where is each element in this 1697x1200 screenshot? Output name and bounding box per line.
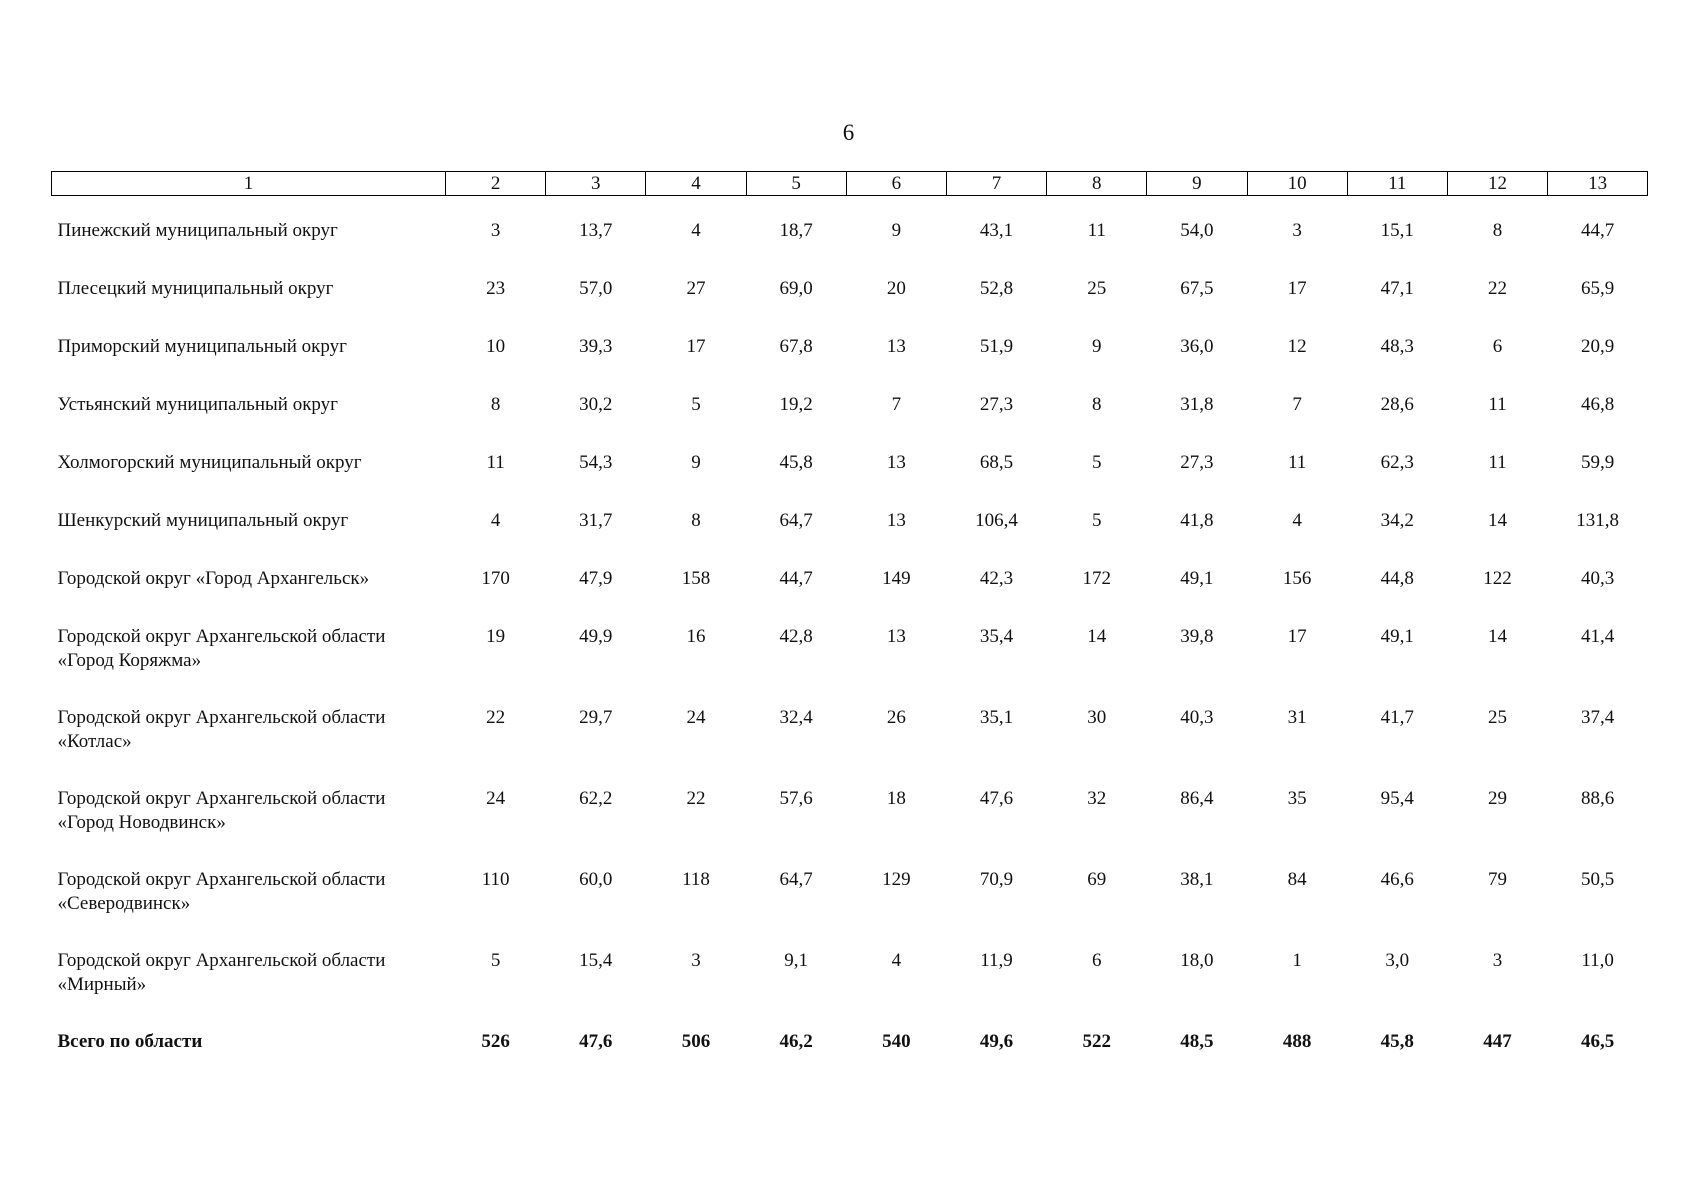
- value-cell-col-7: 43,1: [979, 220, 1014, 241]
- municipality-name-line: Шенкурский муниципальный округ: [57, 510, 349, 531]
- value-cell-col-9: 38,1: [1180, 869, 1214, 890]
- value-cell-col-10: 4: [1292, 510, 1302, 531]
- header-row: [52, 172, 1648, 196]
- column-number-5: 5: [746, 172, 846, 196]
- value-cell-col-9: 54,0: [1180, 220, 1214, 241]
- total-row: [52, 1028, 1648, 1070]
- value-cell-col-11: 41,7: [1380, 707, 1414, 728]
- municipality-name-line: Городской округ Архангельской области: [57, 707, 386, 728]
- table-body: [52, 196, 1648, 1071]
- value-cell-col-2: 4: [490, 510, 501, 531]
- municipality-name: [52, 704, 446, 785]
- value-cell-col-4: 16: [686, 626, 706, 647]
- value-cell-col-2: 3: [490, 220, 501, 241]
- value-cell-col-12: 122: [1483, 568, 1512, 589]
- value-cell-col-3: 31,7: [579, 510, 613, 531]
- value-cell-col-12: 11: [1488, 452, 1507, 473]
- value-cell-col-5: 44,7: [779, 568, 813, 589]
- value-cell-col-11: 34,2: [1380, 510, 1414, 531]
- value-cell-col-11: 15,1: [1380, 220, 1414, 241]
- value-cell-col-9: 27,3: [1180, 452, 1214, 473]
- municipality-name-line: Городской округ Архангельской области: [57, 788, 386, 809]
- value-cell-col-9: 40,3: [1180, 707, 1214, 728]
- value-cell-col-12: 11: [1488, 394, 1507, 415]
- value-cell-col-2: 110: [481, 869, 510, 890]
- column-number-8: 8: [1047, 172, 1147, 196]
- value-cell-col-12: 14: [1487, 510, 1507, 531]
- value-cell-col-8: 30: [1087, 707, 1107, 728]
- value-cell-col-7: 27,3: [979, 394, 1014, 415]
- municipality-name-line: «Город Коряжма»: [57, 650, 202, 671]
- value-cell-col-11: 95,4: [1380, 788, 1414, 809]
- value-cell-col-4: 118: [682, 869, 710, 890]
- value-cell-col-10: 12: [1287, 336, 1307, 357]
- value-cell-col-3: 30,2: [579, 394, 613, 415]
- value-cell-col-8: 6: [1091, 950, 1102, 971]
- value-cell-col-9: 86,4: [1180, 788, 1214, 809]
- municipality-name: [52, 507, 446, 565]
- value-cell-col-12: 25: [1487, 707, 1507, 728]
- value-cell-col-9: 18,0: [1180, 950, 1214, 971]
- total-value-col-5: 46,2: [779, 1031, 813, 1052]
- value-cell-col-7: 106,4: [975, 510, 1018, 531]
- value-cell-col-4: 22: [686, 788, 706, 809]
- value-cell-col-6: 13: [886, 452, 906, 473]
- value-cell-col-2: 5: [490, 950, 501, 971]
- municipality-name-line: Городской округ «Город Архангельск»: [57, 568, 370, 589]
- value-cell-col-5: 69,0: [779, 278, 813, 299]
- value-cell-col-4: 158: [681, 568, 711, 589]
- value-cell-col-5: 64,7: [779, 510, 813, 531]
- value-cell-col-3: 29,7: [579, 707, 613, 728]
- municipality-name-line: Плесецкий муниципальный округ: [57, 278, 334, 299]
- value-cell-col-5: 42,8: [779, 626, 813, 647]
- total-value-col-6: 540: [882, 1031, 911, 1052]
- value-cell-col-13: 59,9: [1581, 452, 1615, 473]
- value-cell-col-10: 17: [1287, 278, 1307, 299]
- value-cell-col-8: 25: [1087, 278, 1107, 299]
- total-value-col-11: 45,8: [1380, 1031, 1414, 1052]
- value-cell-col-6: 20: [886, 278, 906, 299]
- municipality-name: [52, 947, 446, 1028]
- value-cell-col-4: 24: [686, 707, 706, 728]
- value-cell-col-5: 45,8: [779, 452, 813, 473]
- statistics-table: [51, 171, 1648, 1070]
- header-spacer: [52, 196, 1648, 218]
- municipality-name: [52, 449, 446, 507]
- value-cell-col-6: 7: [891, 394, 902, 415]
- value-cell-col-3: 54,3: [579, 452, 613, 473]
- column-number-3: 3: [546, 172, 646, 196]
- value-cell-col-7: 11,9: [980, 950, 1013, 971]
- municipality-name-line: «Северодвинск»: [57, 893, 191, 914]
- value-cell-col-13: 37,4: [1581, 707, 1615, 728]
- value-cell-col-3: 57,0: [579, 278, 613, 299]
- value-cell-col-7: 70,9: [979, 869, 1014, 890]
- value-cell-col-12: 14: [1487, 626, 1507, 647]
- value-cell-col-8: 11: [1087, 220, 1106, 241]
- table-row: [52, 947, 1648, 1028]
- table-header: [52, 172, 1648, 196]
- value-cell-col-4: 9: [691, 452, 701, 473]
- value-cell-col-10: 11: [1287, 452, 1307, 473]
- value-cell-col-12: 22: [1487, 278, 1507, 299]
- value-cell-col-8: 69: [1087, 869, 1107, 890]
- value-cell-col-13: 40,3: [1581, 568, 1615, 589]
- value-cell-col-5: 19,2: [779, 394, 813, 415]
- municipality-name-line: Пинежский муниципальный округ: [57, 220, 338, 241]
- total-value-col-2: 526: [481, 1031, 510, 1052]
- value-cell-col-12: 8: [1492, 220, 1503, 241]
- municipality-name: [52, 565, 446, 623]
- municipality-name: [52, 866, 446, 947]
- value-cell-col-3: 47,9: [579, 568, 613, 589]
- municipality-name-line: «Город Новодвинск»: [57, 812, 226, 833]
- column-number-4: 4: [646, 172, 746, 196]
- value-cell-col-13: 20,9: [1581, 336, 1615, 357]
- total-value-col-4: 506: [681, 1031, 711, 1052]
- column-number-2: 2: [446, 172, 546, 196]
- value-cell-col-13: 44,7: [1581, 220, 1615, 241]
- value-cell-col-9: 67,5: [1180, 278, 1214, 299]
- value-cell-col-8: 5: [1091, 452, 1102, 473]
- value-cell-col-7: 42,3: [979, 568, 1014, 589]
- value-cell-col-7: 68,5: [979, 452, 1014, 473]
- value-cell-col-13: 11,0: [1581, 950, 1614, 971]
- value-cell-col-13: 65,9: [1581, 278, 1615, 299]
- total-value-col-12: 447: [1483, 1031, 1512, 1052]
- value-cell-col-11: 3,0: [1385, 950, 1410, 971]
- municipality-name-line: Холмогорский муниципальный округ: [57, 452, 362, 473]
- value-cell-col-8: 9: [1091, 336, 1102, 357]
- value-cell-col-13: 41,4: [1581, 626, 1615, 647]
- municipality-name-line: Городской округ Архангельской области: [57, 869, 386, 890]
- value-cell-col-10: 35: [1287, 788, 1307, 809]
- value-cell-col-3: 13,7: [579, 220, 613, 241]
- value-cell-col-10: 156: [1282, 568, 1312, 589]
- column-number-11: 11: [1347, 172, 1447, 196]
- total-value-col-3: 47,6: [579, 1031, 613, 1052]
- value-cell-col-9: 36,0: [1180, 336, 1214, 357]
- value-cell-col-12: 3: [1492, 950, 1503, 971]
- value-cell-col-4: 8: [691, 510, 701, 531]
- value-cell-col-13: 46,8: [1581, 394, 1615, 415]
- value-cell-col-11: 44,8: [1380, 568, 1414, 589]
- value-cell-col-3: 49,9: [579, 626, 613, 647]
- value-cell-col-12: 29: [1487, 788, 1507, 809]
- column-number-1: 1: [52, 172, 446, 196]
- page-number: 6: [842, 120, 855, 145]
- column-number-7: 7: [946, 172, 1046, 196]
- municipality-name: [52, 217, 446, 275]
- table-row: [52, 391, 1648, 449]
- value-cell-col-5: 9,1: [784, 950, 809, 971]
- total-value-col-13: 46,5: [1581, 1031, 1615, 1052]
- value-cell-col-5: 64,7: [779, 869, 813, 890]
- value-cell-col-8: 172: [1082, 568, 1111, 589]
- municipality-name-line: Устьянский муниципальный округ: [57, 394, 338, 415]
- value-cell-col-12: 6: [1492, 336, 1503, 357]
- value-cell-col-7: 35,1: [979, 707, 1014, 728]
- municipality-name: [52, 391, 446, 449]
- value-cell-col-5: 18,7: [779, 220, 813, 241]
- table-row: [52, 565, 1648, 623]
- value-cell-col-10: 17: [1287, 626, 1307, 647]
- value-cell-col-6: 4: [891, 950, 902, 971]
- value-cell-col-8: 8: [1091, 394, 1102, 415]
- value-cell-col-7: 47,6: [979, 788, 1014, 809]
- value-cell-col-2: 22: [486, 707, 506, 728]
- value-cell-col-11: 47,1: [1380, 278, 1414, 299]
- value-cell-col-4: 4: [691, 220, 701, 241]
- value-cell-col-6: 13: [886, 510, 906, 531]
- value-cell-col-5: 67,8: [779, 336, 813, 357]
- value-cell-col-11: 46,6: [1380, 869, 1414, 890]
- table-row: [52, 449, 1648, 507]
- municipality-name-line: Городской округ Архангельской области: [57, 950, 386, 971]
- value-cell-col-2: 10: [486, 336, 506, 357]
- value-cell-col-9: 39,8: [1180, 626, 1214, 647]
- municipality-name-line: «Мирный»: [57, 974, 147, 995]
- value-cell-col-11: 62,3: [1380, 452, 1414, 473]
- table-row: [52, 866, 1648, 947]
- total-value-col-9: 48,5: [1180, 1031, 1214, 1052]
- municipality-name: [52, 333, 446, 391]
- municipality-name-line: «Котлас»: [57, 731, 132, 752]
- value-cell-col-3: 62,2: [579, 788, 613, 809]
- total-label: Всего по области: [57, 1031, 203, 1052]
- table-row: [52, 507, 1648, 565]
- municipality-name: [52, 275, 446, 333]
- value-cell-col-2: 24: [486, 788, 506, 809]
- value-cell-col-8: 5: [1091, 510, 1102, 531]
- value-cell-col-9: 49,1: [1180, 568, 1214, 589]
- value-cell-col-6: 13: [886, 626, 906, 647]
- table-row: [52, 704, 1648, 785]
- value-cell-col-6: 26: [886, 707, 906, 728]
- value-cell-col-3: 39,3: [579, 336, 613, 357]
- value-cell-col-11: 49,1: [1380, 626, 1414, 647]
- value-cell-col-6: 18: [886, 788, 906, 809]
- value-cell-col-9: 41,8: [1180, 510, 1214, 531]
- value-cell-col-10: 7: [1292, 394, 1302, 415]
- column-number-12: 12: [1447, 172, 1547, 196]
- value-cell-col-6: 9: [891, 220, 902, 241]
- table-row: [52, 623, 1648, 704]
- value-cell-col-11: 48,3: [1380, 336, 1414, 357]
- municipality-name-line: Городской округ Архангельской области: [57, 626, 386, 647]
- value-cell-col-4: 27: [686, 278, 706, 299]
- total-value-col-7: 49,6: [979, 1031, 1014, 1052]
- column-number-6: 6: [846, 172, 946, 196]
- value-cell-col-13: 50,5: [1581, 869, 1615, 890]
- municipality-name-line: Приморский муниципальный округ: [57, 336, 347, 357]
- value-cell-col-4: 3: [691, 950, 701, 971]
- column-number-9: 9: [1147, 172, 1247, 196]
- value-cell-col-13: 88,6: [1581, 788, 1615, 809]
- column-number-13: 13: [1548, 172, 1648, 196]
- value-cell-col-2: 11: [486, 452, 505, 473]
- value-cell-col-6: 13: [886, 336, 906, 357]
- value-cell-col-13: 131,8: [1576, 510, 1620, 531]
- value-cell-col-3: 15,4: [579, 950, 613, 971]
- value-cell-col-2: 23: [486, 278, 506, 299]
- value-cell-col-6: 149: [882, 568, 911, 589]
- value-cell-col-9: 31,8: [1180, 394, 1214, 415]
- value-cell-col-8: 14: [1087, 626, 1107, 647]
- value-cell-col-3: 60,0: [579, 869, 613, 890]
- value-cell-col-4: 5: [691, 394, 701, 415]
- value-cell-col-10: 84: [1287, 869, 1307, 890]
- value-cell-col-10: 3: [1292, 220, 1302, 241]
- municipality-name: [52, 623, 446, 704]
- value-cell-col-11: 28,6: [1380, 394, 1414, 415]
- value-cell-col-10: 31: [1287, 707, 1307, 728]
- value-cell-col-12: 79: [1487, 869, 1507, 890]
- value-cell-col-5: 57,6: [779, 788, 813, 809]
- value-cell-col-6: 129: [882, 869, 911, 890]
- column-number-10: 10: [1247, 172, 1347, 196]
- table-row: [52, 275, 1648, 333]
- table-row: [52, 333, 1648, 391]
- total-value-col-10: 488: [1282, 1031, 1312, 1052]
- value-cell-col-7: 51,9: [979, 336, 1014, 357]
- value-cell-col-7: 35,4: [979, 626, 1014, 647]
- value-cell-col-7: 52,8: [979, 278, 1014, 299]
- table-row: [52, 785, 1648, 866]
- value-cell-col-5: 32,4: [779, 707, 813, 728]
- value-cell-col-8: 32: [1087, 788, 1107, 809]
- value-cell-col-4: 17: [686, 336, 706, 357]
- total-value-col-8: 522: [1082, 1031, 1111, 1052]
- value-cell-col-10: 1: [1292, 950, 1302, 971]
- value-cell-col-2: 19: [486, 626, 506, 647]
- municipality-name: [52, 785, 446, 866]
- value-cell-col-2: 170: [481, 568, 510, 589]
- table-row: [52, 217, 1648, 275]
- value-cell-col-2: 8: [490, 394, 501, 415]
